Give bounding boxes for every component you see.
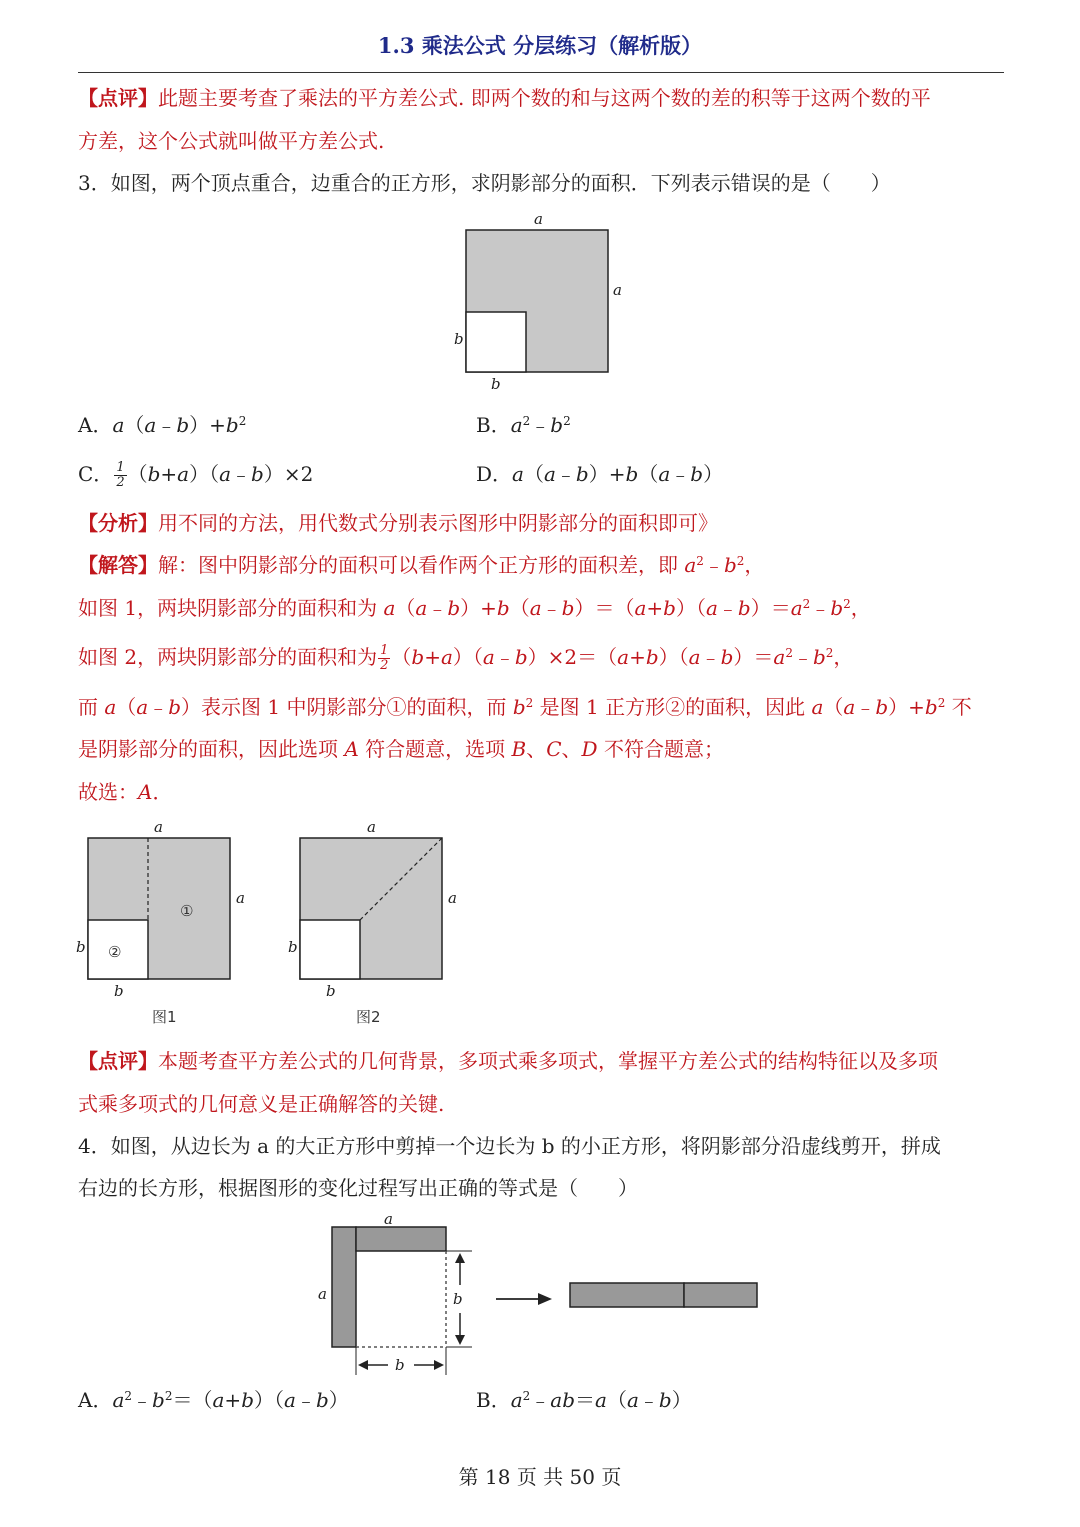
solution-line-2: 如图 1，两块阴影部分的面积和为 $a(a﹣b)+b(a﹣b)=(a+b)(a﹣b)=a^2﹣b^2$，	[78, 596, 871, 620]
page-footer: 第 18 页 共 50 页	[458, 1465, 622, 1489]
label-right-a: a	[613, 281, 622, 299]
question-3-stem: 3．如图，两个顶点重合，边重合的正方形，求阴影部分的面积．下列表示错误的是（ ）	[78, 171, 891, 195]
remark-1-line-1	[78, 85, 931, 111]
header-rule	[78, 72, 1004, 73]
fig1-region-1: ①	[180, 902, 194, 920]
vertical-strip	[332, 1227, 356, 1347]
remark-2-text: 本题考查平方差公式的几何背景，多项式乘多项式，掌握平方差公式的结构特征以及多项	[158, 1049, 938, 1073]
question-3-figure	[440, 205, 660, 400]
fig2-label-right: a	[448, 889, 457, 907]
analysis	[78, 510, 718, 536]
solution-line-4: 而 a（a﹣b）表示图 1 中阴影部分①的面积，而 $b^2$ 是图 1 正方形②的面积，因此 $a(a﹣b)+b^2$ 不	[78, 695, 972, 719]
fig2-label-bottom: b	[326, 982, 336, 1000]
option-b-label: B．	[476, 413, 511, 437]
fig1-region-2: ②	[108, 943, 122, 961]
fig1-caption: 图1	[152, 1008, 177, 1026]
q4-option-a-label: A．	[78, 1388, 113, 1412]
question-4-line-1: 4．如图，从边长为 a 的大正方形中剪掉一个边长为 b 的小正方形，将阴影部分沿虚线剪开，拼成	[78, 1134, 941, 1158]
q4-option-a: A．$a^2﹣b^2=(a+b)(a﹣b)$	[78, 1388, 349, 1412]
q4-label-right-b: b	[453, 1290, 463, 1308]
q4-label-left-a: a	[318, 1285, 327, 1303]
fig1-label-right: a	[236, 889, 245, 907]
fig1-label-bottom: b	[114, 982, 124, 1000]
option-d: D．a（a﹣b）+b（a﹣b）	[476, 462, 724, 486]
label-bottom-b: b	[491, 375, 501, 393]
fig2-label-left: b	[288, 938, 298, 956]
option-d-label: D．	[476, 462, 513, 486]
fig2-label-top: a	[367, 818, 376, 836]
arrowhead-right	[434, 1360, 444, 1370]
solution-line-1: 【解答】解：图中阴影部分的面积可以看作两个正方形的面积差，即 $a^2﹣b^2$，	[78, 553, 765, 577]
option-c: C． $\frac{1}{2}$ （b+a）（a﹣b）×2	[78, 460, 314, 490]
page-title: 1.3 乘法公式 分层练习（解析版）	[377, 33, 703, 58]
figure-2	[284, 818, 474, 1033]
q4-option-b: B．$a^2﹣ab=a(a﹣b)$	[476, 1388, 692, 1412]
option-b: B．$a^2﹣b^2$	[476, 413, 571, 437]
arrowhead-left	[358, 1360, 368, 1370]
transform-arrow-head	[538, 1293, 552, 1305]
solution-conclusion: 故选：A．	[78, 780, 173, 804]
rectangle-part-1	[570, 1283, 684, 1307]
fig2-small-square	[300, 920, 360, 979]
fig2-caption: 图2	[356, 1008, 381, 1026]
question-4-figure	[310, 1205, 765, 1380]
q4-label-top-a: a	[384, 1210, 393, 1228]
analysis-tag: 【分析】	[78, 511, 158, 535]
remark-1-text: 此题主要考查了乘法的平方差公式. 即两个数的和与这两个数的差的积等于这两个数的平	[158, 86, 931, 110]
solution-line-3: 如图 2，两块阴影部分的面积和为 $\frac{1}{2}$ $(b+a)(a﹣b)\times 2=(a+b)(a﹣b)=a^2﹣b^2$，	[78, 643, 854, 673]
frac-den: 2	[116, 475, 125, 490]
solution-frac-num: 1	[380, 643, 389, 658]
fig1-label-top: a	[154, 818, 163, 836]
fig1-label-left: b	[76, 938, 86, 956]
option-c-label: C．	[78, 462, 114, 486]
solution-line-5: 是阴影部分的面积，因此选项 A 符合题意，选项 B、C、D 不符合题意；	[78, 737, 724, 761]
rectangle-part-2	[684, 1283, 757, 1307]
solution-frac-den: 2	[380, 658, 389, 673]
solution-fraction	[378, 644, 390, 673]
remark-tag: 【点评】	[78, 86, 158, 110]
remark-2-tag: 【点评】	[78, 1049, 158, 1073]
remark-2-line-1	[78, 1048, 938, 1074]
label-top-a: a	[534, 210, 543, 228]
figure-1	[72, 818, 262, 1033]
remark-1-line-2: 方差，这个公式就叫做平方差公式.	[78, 129, 385, 153]
arrowhead-up	[455, 1253, 465, 1263]
option-a-label: A．	[78, 413, 113, 437]
remark-2-line-2: 式乘多项式的几何意义是正确解答的关键.	[78, 1092, 445, 1116]
q4-label-bottom-b: b	[395, 1356, 405, 1374]
q4-option-b-label: B．	[476, 1388, 511, 1412]
horizontal-strip	[356, 1227, 446, 1251]
solution-tag: 【解答】	[78, 553, 158, 577]
question-4-line-2: 右边的长方形，根据图形的变化过程写出正确的等式是（ ）	[78, 1176, 638, 1200]
analysis-text: 用不同的方法，用代数式分别表示图形中阴影部分的面积即可》	[158, 511, 718, 535]
label-left-b: b	[454, 330, 464, 348]
arrowhead-down	[455, 1335, 465, 1345]
option-a: A．$a(a﹣b)+b^2$	[78, 413, 247, 437]
frac-num: 1	[116, 460, 125, 475]
small-square	[466, 312, 526, 372]
fraction-half	[114, 461, 126, 490]
